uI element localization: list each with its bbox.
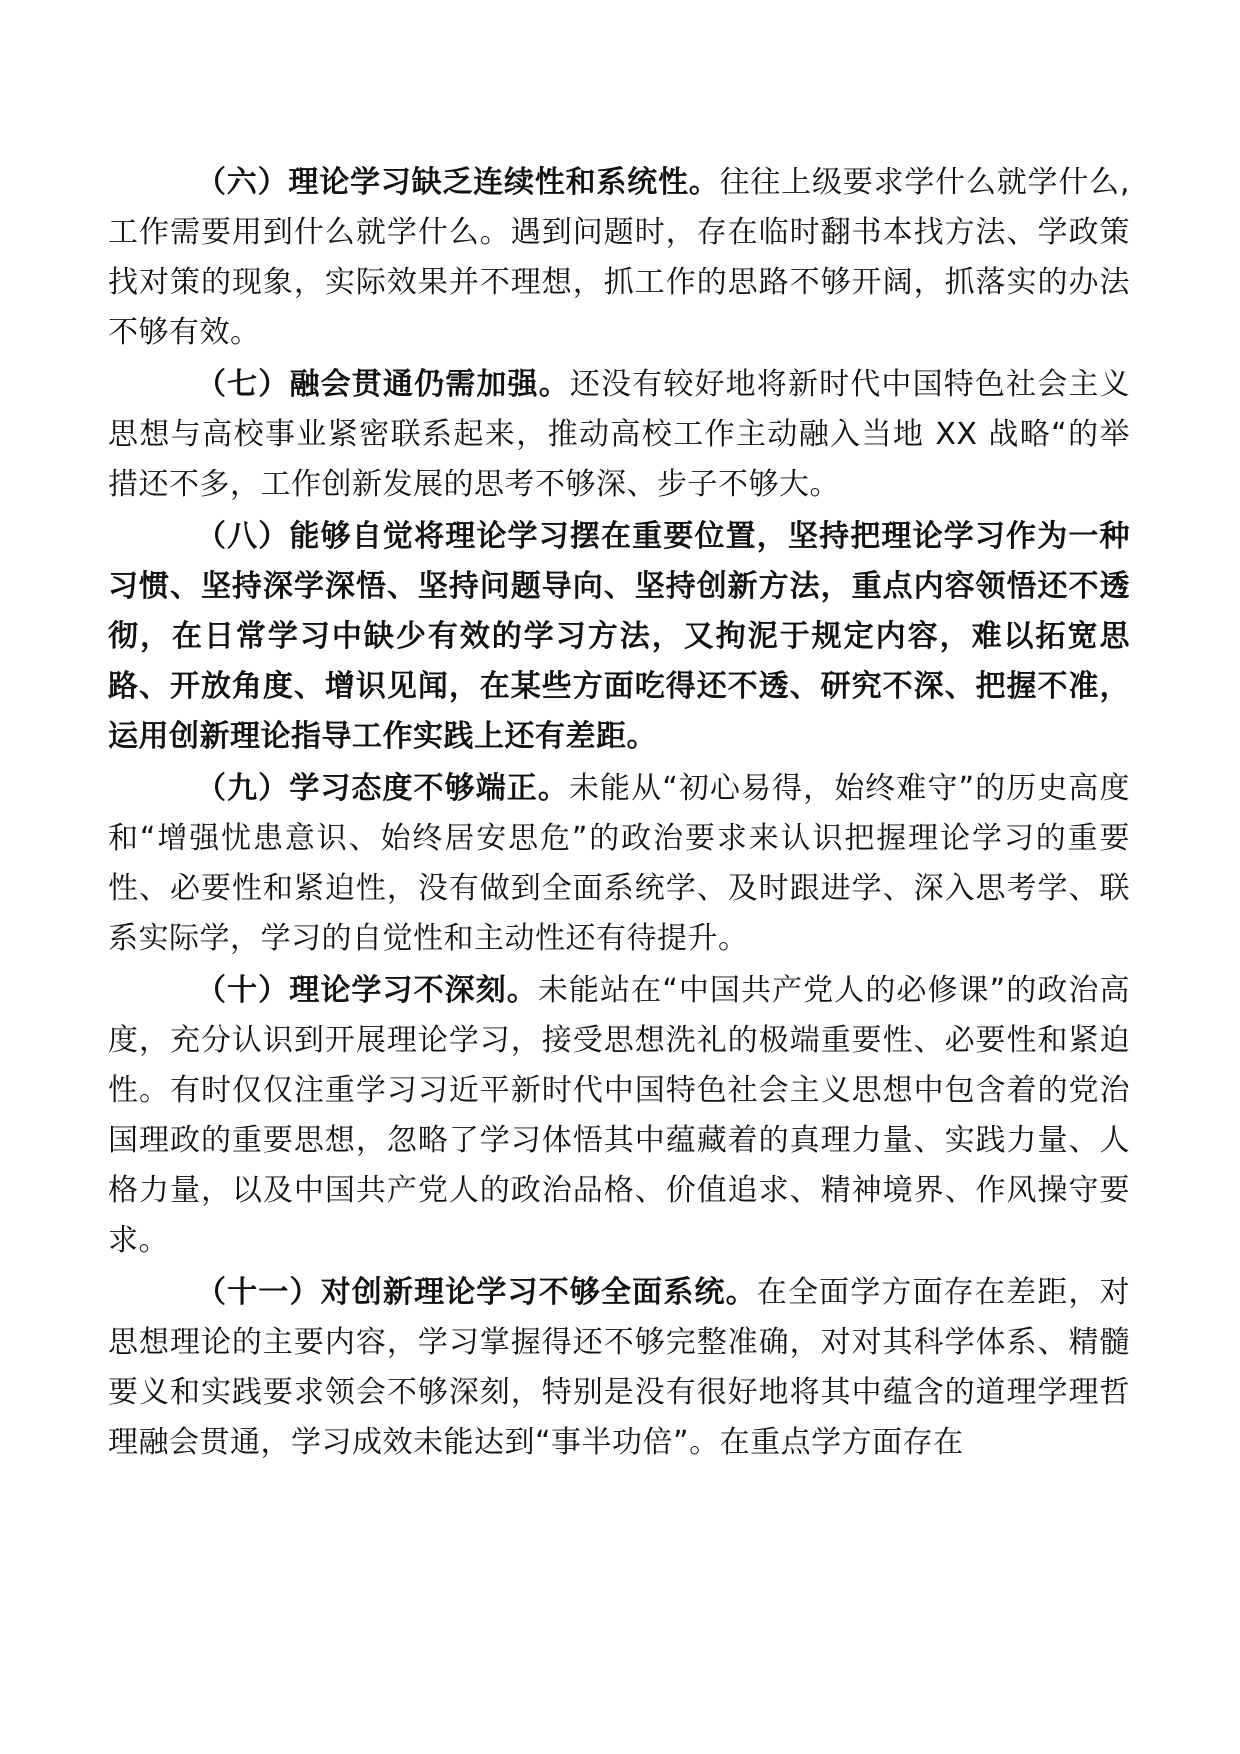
paragraph-6 (108, 158, 1130, 358)
paragraph-6-body: 往往上级要求学什么就学什么,工作需要用到什么就学什么。遇到问题时，存在临时翻书本找方法、学政策找对策的现象，实际效果并不理想，抓工作的思路不够开阔，抓落实的办法不够有效。 (108, 165, 1130, 350)
paragraph-10-heading: （十）理论学习不深刻。 (196, 973, 538, 1008)
paragraph-10-body: 未能站在“中国共产党人的必修课”的政治高度，充分认识到开展理论学习，接受思想洗礼的极端重要性、必要性和紧迫性。有时仅仅注重学习习近平新时代中国特色社会主义思想中包含着的党治国理政的重要思想，忽略了学习体悟其中蕴藏着的真理力量、实践力量、人格力量，以及中国共产党人的政治品格、价值追求、精神境界、作风操守要求。 (108, 973, 1130, 1258)
paragraph-11 (108, 1268, 1130, 1468)
paragraph-9-body: 未能从“初心易得，始终难守”的历史高度和“增强忧患意识、始终居安思危”的政治要求来认识把握理论学习的重要性、必要性和紧迫性，没有做到全面系统学、及时跟进学、深入思考学、联系实际学，学习的自觉性和主动性还有待提升。 (108, 771, 1130, 956)
paragraph-11-body: 在全面学方面存在差距，对思想理论的主要内容，学习掌握得还不够完整准确，对对其科学体系、精髓要义和实践要求领会不够深刻，特别是没有很好地将其中蕴含的道理学理哲理融会贯通，学习成效未能达到“事半功倍”。在重点学方面存在 (108, 1275, 1131, 1460)
paragraph-6-heading: （六）理论学习缺乏连续性和系统性。 (196, 165, 720, 200)
paragraph-7 (108, 360, 1130, 510)
paragraph-7-heading: （七）融会贯通仍需加强。 (196, 367, 570, 402)
paragraph-9-heading: （九）学习态度不够端正。 (196, 771, 569, 806)
paragraph-8-heading: （八）能够自觉将理论学习摆在重要位置，坚持把理论学习作为一种习惯、坚持深学深悟、坚持问题导向、坚持创新方法，重点内容领悟还不透彻，在日常学习中缺少有效的学习方法，又拘泥于规定内容，难以拓宽思路、开放角度、增识见闻，在某些方面吃得还不透、研究不深、把握不准，运用创新理论指导工作实践上还有差距。 (108, 519, 1130, 754)
paragraph-9 (108, 764, 1130, 964)
paragraph-8 (108, 512, 1130, 762)
document-page (108, 158, 1130, 1470)
paragraph-11-heading: （十一）对创新理论学习不够全面系统。 (196, 1275, 757, 1310)
paragraph-10 (108, 966, 1130, 1266)
paragraph-7-body: 还没有较好地将新时代中国特色社会主义思想与高校事业紧密联系起来，推动高校工作主动融入当地 XX 战略“的举措还不多，工作创新发展的思考不够深、步子不够大。 (108, 367, 1131, 502)
